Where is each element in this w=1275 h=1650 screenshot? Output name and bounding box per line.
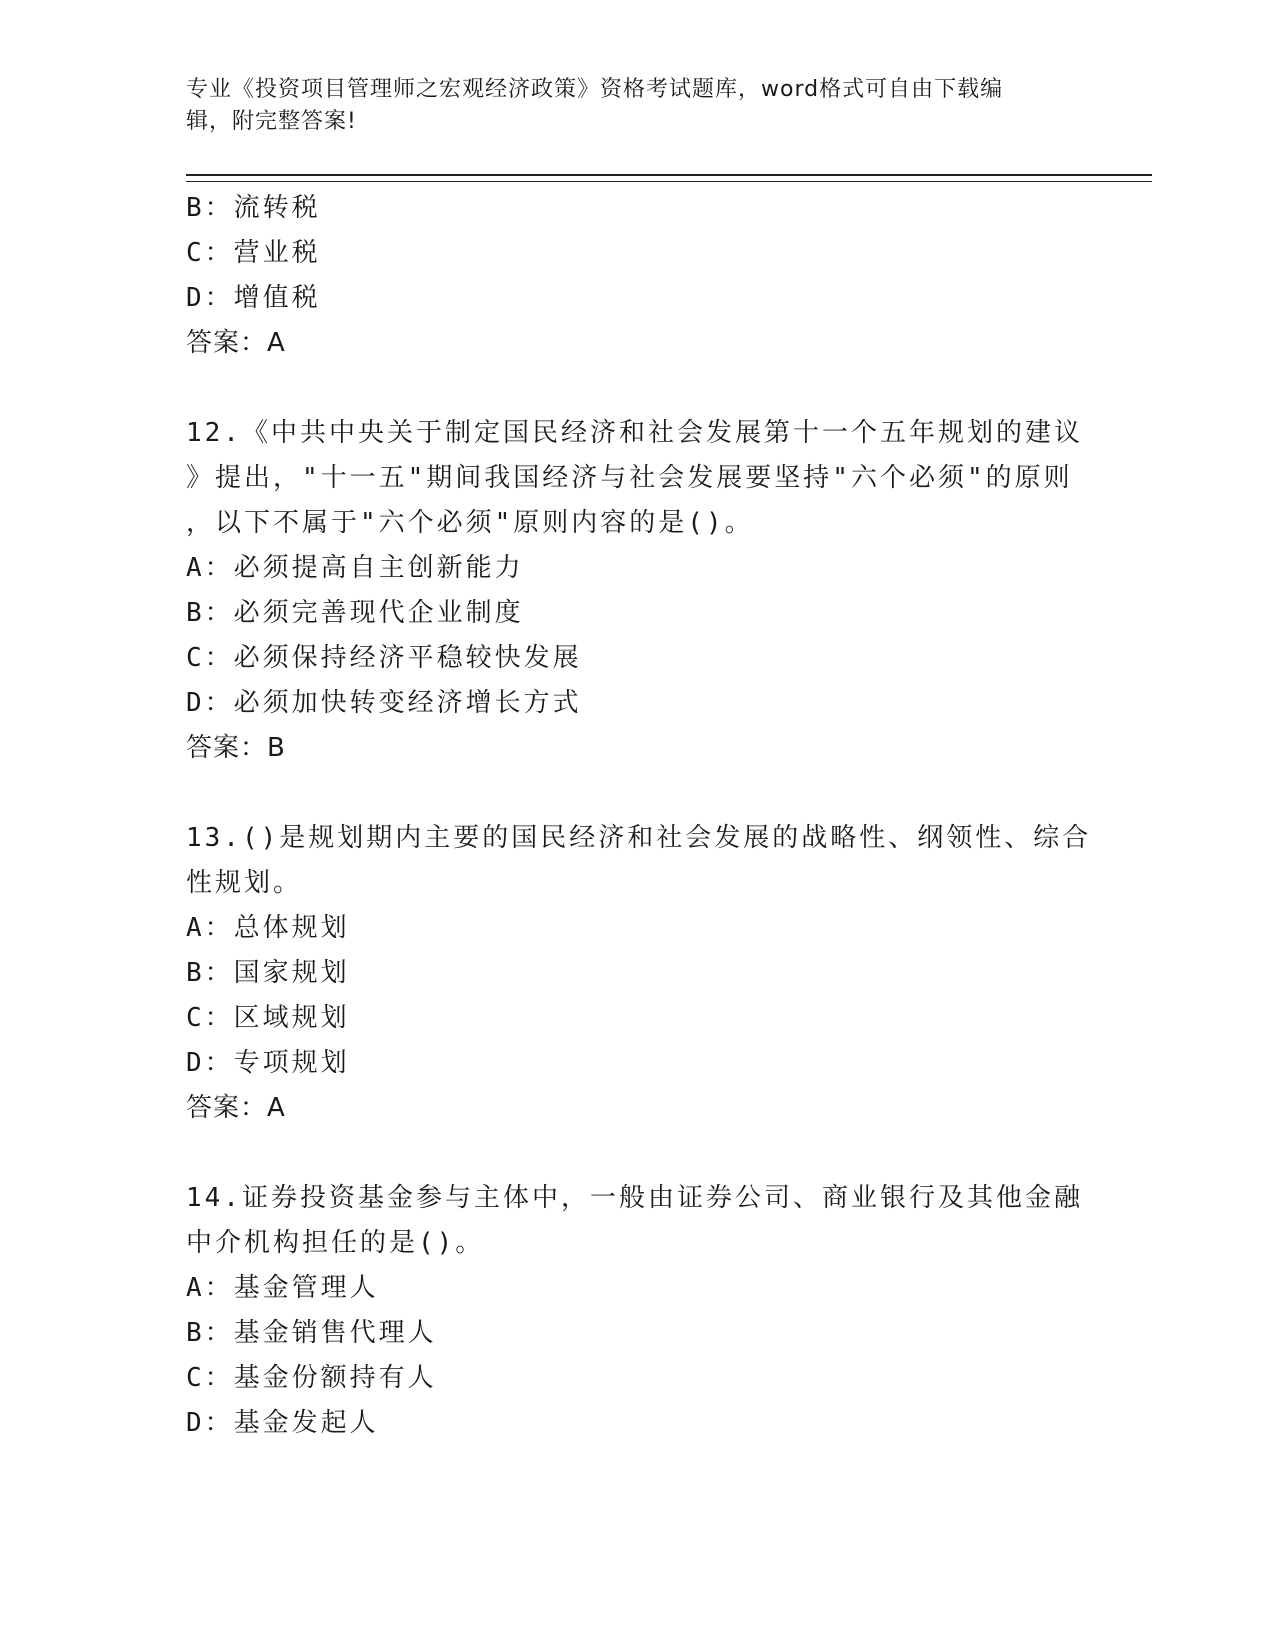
answer-line: 答案：A [186,328,286,358]
question-12 [186,411,1086,771]
document-header [186,74,1066,138]
option-c: C：区域规划 [186,1003,350,1033]
header-rule-thin [186,181,1152,182]
answer-line: 答案：B [186,733,286,763]
answer-line: 答案：A [186,1093,286,1123]
header-line-2: 辑，附完整答案! [186,109,357,134]
question-13 [186,816,1092,1131]
option-b: B：基金销售代理人 [186,1318,437,1348]
option-d: D：增值税 [186,283,321,313]
option-c: C：营业税 [186,238,321,268]
option-a: A：总体规划 [186,913,350,943]
header-rule-thick [186,174,1152,176]
option-c: C：基金份额持有人 [186,1363,437,1393]
option-c: C：必须保持经济平稳较快发展 [186,643,582,673]
option-d: D：专项规划 [186,1048,350,1078]
option-a: A：基金管理人 [186,1273,379,1303]
option-d: D：基金发起人 [186,1408,379,1438]
question-text-line: 》提出，"十一五"期间我国经济与社会发展要坚持"六个必须"的原则 [186,463,1073,493]
question-text-line: 14.证券投资基金参与主体中，一般由证券公司、商业银行及其他金融 [186,1183,1083,1213]
question-text-line: 13.()是规划期内主要的国民经济和社会发展的战略性、纲领性、综合 [186,823,1092,853]
question-text-line: 性规划。 [186,868,303,898]
question-text-line: 12.《中共中央关于制定国民经济和社会发展第十一个五年规划的建议 [186,418,1083,448]
option-d: D：必须加快转变经济增长方式 [186,688,582,718]
option-b: B：国家规划 [186,958,350,988]
option-a: A：必须提高自主创新能力 [186,553,524,583]
question-list [186,186,1092,1446]
question-text-line: ，以下不属于"六个必须"原则内容的是()。 [186,508,754,538]
question-text-line: 中介机构担任的是()。 [186,1228,485,1258]
option-b: B：必须完善现代企业制度 [186,598,524,628]
option-b: B：流转税 [186,193,321,223]
header-line-1: 专业《投资项目管理师之宏观经济政策》资格考试题库，word格式可自由下载编 [186,77,1004,102]
question-14 [186,1176,1086,1446]
prev-question-block [186,186,1086,366]
